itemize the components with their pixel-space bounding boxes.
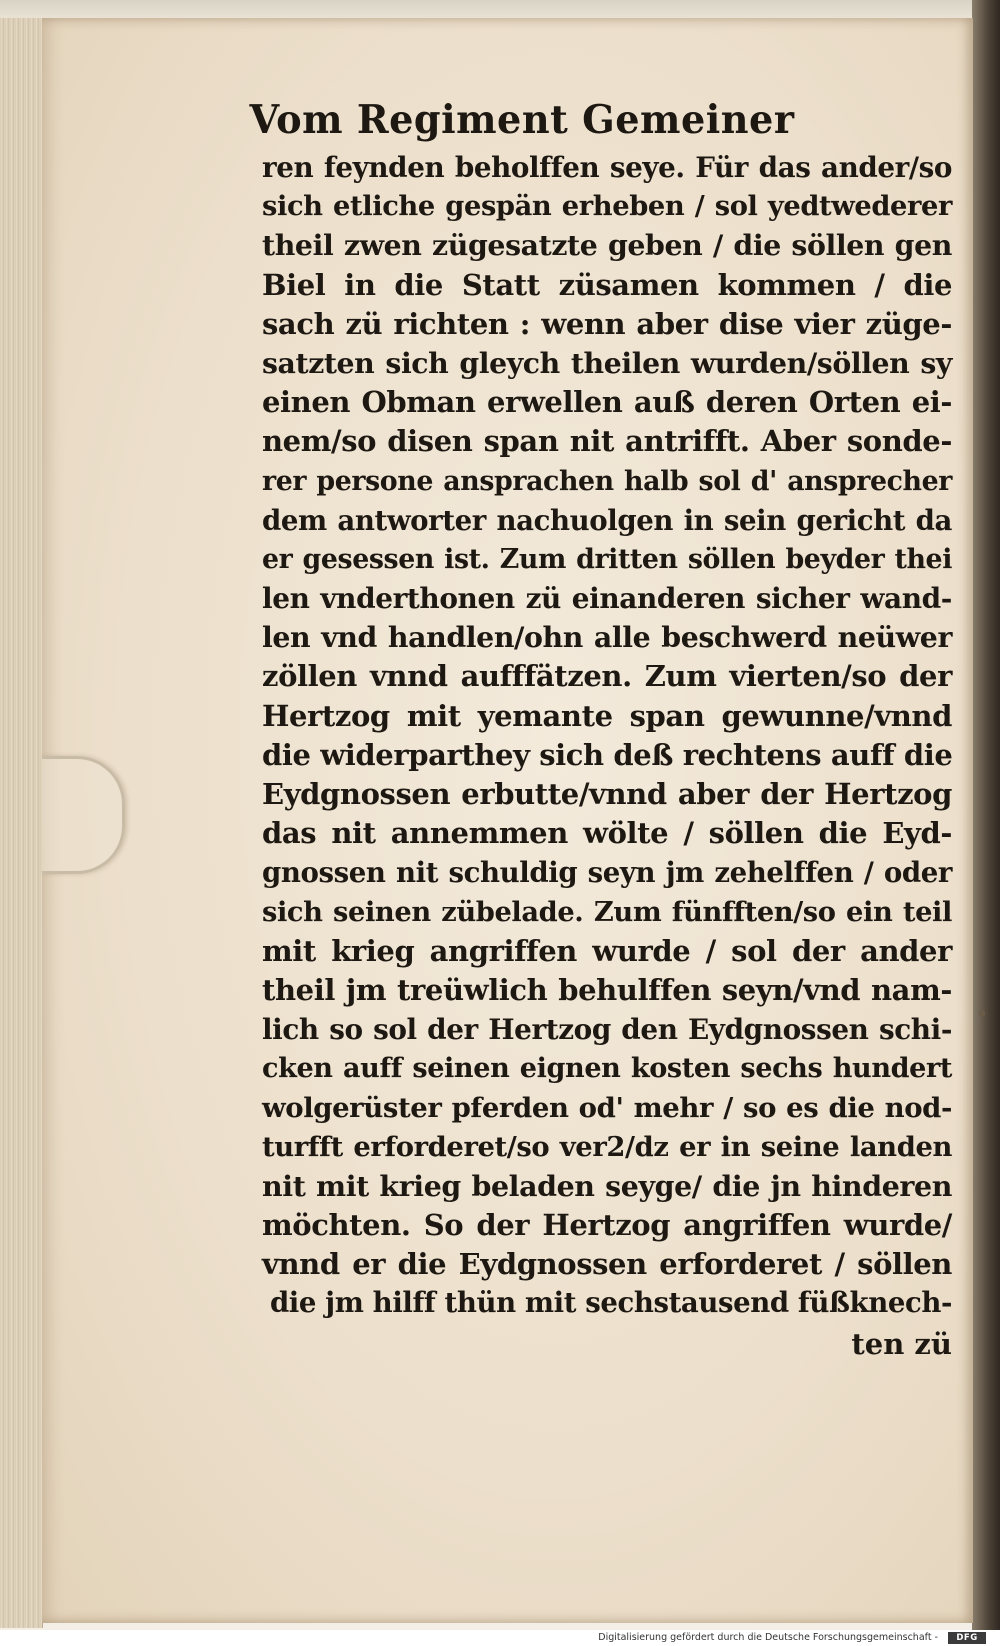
text-line: Biel in die Statt züsamen kommen / die	[262, 267, 952, 302]
text-line: nit mit krieg beladen seyge/ die jn hinderen	[262, 1168, 952, 1203]
text-line: nem/so disen span nit antrifft. Aber sonde-	[262, 424, 952, 459]
text-line: einen Obman erwellen auß deren Orten ei-	[262, 385, 952, 420]
text-line: die widerparthey sich deß rechtens auff die	[262, 737, 953, 772]
funding-credit: Digitalisierung gefördert durch die Deutsche Forschungsgemeinschaft -	[598, 1632, 938, 1643]
text-line: sich etliche gespän erheben / sol yedtwederer	[262, 190, 952, 223]
running-head: Vom Regiment Gemeiner	[249, 97, 795, 143]
text-line: lich so sol der Hertzog den Eydgnossen schi-	[262, 1013, 952, 1047]
text-line: gnossen nit schuldig seyn jm zehelffen / oder	[262, 856, 952, 890]
text-line: dem antworter nachuolgen in sein gericht da	[262, 503, 952, 537]
text-line: wolgerüster pferden od' mehr / so es die nod-	[262, 1091, 952, 1124]
text-line: theil jm treüwlich behulffen seyn/vnd nam-	[262, 972, 952, 1007]
body-text	[262, 148, 974, 1324]
text-line: die jm hilff thün mit sechstausend füßknech-	[269, 1287, 952, 1320]
page-clip-mark	[42, 756, 125, 874]
text-line: das nit annemmen wölte / söllen die Eyd-	[262, 816, 952, 851]
catchword: ten zü	[851, 1326, 952, 1361]
text-line: satzten sich gleych theilen wurden/söllen sy	[262, 345, 952, 380]
text-line: Hertzog mit yemante span gewunne/vnnd	[262, 698, 952, 733]
text-line: theil zwen zügesatzte geben / die söllen gen	[262, 228, 952, 263]
scan-backdrop-top	[0, 0, 1000, 18]
text-line: len vnderthonen zü einanderen sicher wand-	[262, 582, 952, 616]
text-block	[249, 92, 974, 1364]
book-page-edges	[0, 18, 43, 1628]
text-line: turfft erforderet/so ver2/dz er in seine landen	[262, 1130, 952, 1163]
text-line: mit krieg angriffen wurde / sol der ander	[262, 933, 952, 968]
text-line: ren feynden beholffen seye. Für das ander/so	[262, 151, 952, 184]
text-line: len vnd handlen/ohn alle beschwerd neüwer	[262, 620, 952, 655]
text-line: möchten. So der Hertzog angriffen wurde/	[262, 1208, 952, 1243]
text-line: cken auff seinen eignen kosten sechs hundert	[262, 1053, 952, 1085]
text-line: zöllen vnnd aufffätzen. Zum vierten/so der	[262, 659, 952, 694]
text-line: vnnd er die Eydgnossen erforderet / söllen	[262, 1247, 952, 1282]
text-line: Eydgnossen erbutte/vnnd aber der Hertzog	[262, 777, 952, 811]
text-line: rer persone ansprachen halb sol d' ansprecher	[262, 465, 952, 497]
text-line: sach zü richten : wenn aber dise vier züge-	[262, 306, 952, 341]
dfg-logo: DFG	[948, 1632, 986, 1644]
scan-backdrop-right	[972, 0, 1000, 1630]
ink-speck	[979, 1010, 985, 1017]
text-line: er gesessen ist. Zum dritten söllen beyder thei	[262, 543, 952, 575]
text-line: sich seinen zübelade. Zum fünfften/so ein teil	[262, 895, 952, 928]
